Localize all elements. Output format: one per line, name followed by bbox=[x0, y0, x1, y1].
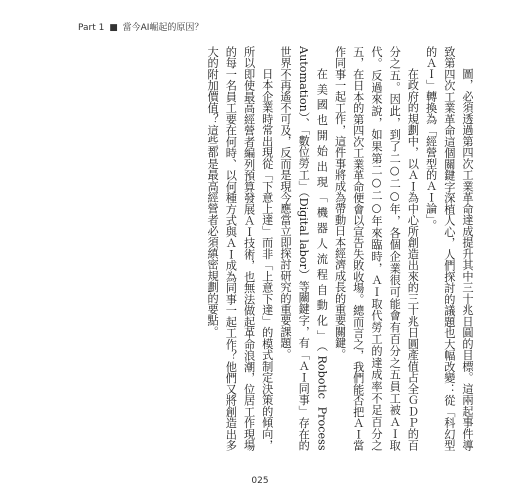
paragraph-1: 圖，必須透過第四次工業革命達成提升其中三十兆日圓的目標。這兩起事件導致第四次工業革命這個關鍵字深植人心，人們探討的議題也大幅改變：從「科幻型的ＡＩ」轉換為「經營型的ＡＩ論」。 bbox=[424, 46, 474, 451]
paragraph-2: 在政府的規劃中，以ＡＩ為中心所創造出來的三十兆日圓產值占全ＧＤＰ的百分之五。因此，到了二○二○年，各個企業很可能會有百分之五員工被ＡＩ取代。反過來說，如果第二○二○年來臨時，ＡＩ取代勞工的達成率不足百分之五，在日本的第四次工業革命便會以宣告失敗收場。總而言之，我們能否把ＡＩ當作同事一起工作，這件事將成為帶動日本經濟成長的重要關鍵。 bbox=[333, 46, 420, 451]
page-number: 025 bbox=[251, 476, 269, 486]
vertical-body-text bbox=[36, 46, 476, 451]
part-label: Part 1 bbox=[78, 23, 105, 33]
square-bullet-icon: ■ bbox=[109, 23, 118, 33]
chapter-title: 當今AI崛起的原因？ bbox=[122, 23, 204, 33]
paragraph-3: 在美國也開始出現「機器人流程自動化」（Robotic Process Automation）、「數位勞工」（Digital labor）等關鍵字，有「ＡＩ同事」存在的世界不再遙不可及，反而是現今應當立即探討研究的重要課題。 bbox=[278, 46, 329, 451]
paragraph-4: 日本企業時常出現從「下意上達」而非「上意下達」的模式制定決策的傾向，所以即使最高經營者編列預算發展ＡＩ技術，也無法做起革命浪潮，位居工作現場的每一名員工要在何時、以何種方式與ＡＩ成為同事一起工作？他們又將創造出多大的附加價值？這些都是最高經營者必須縝密規劃的要點。 bbox=[206, 46, 274, 451]
running-header bbox=[78, 20, 203, 33]
